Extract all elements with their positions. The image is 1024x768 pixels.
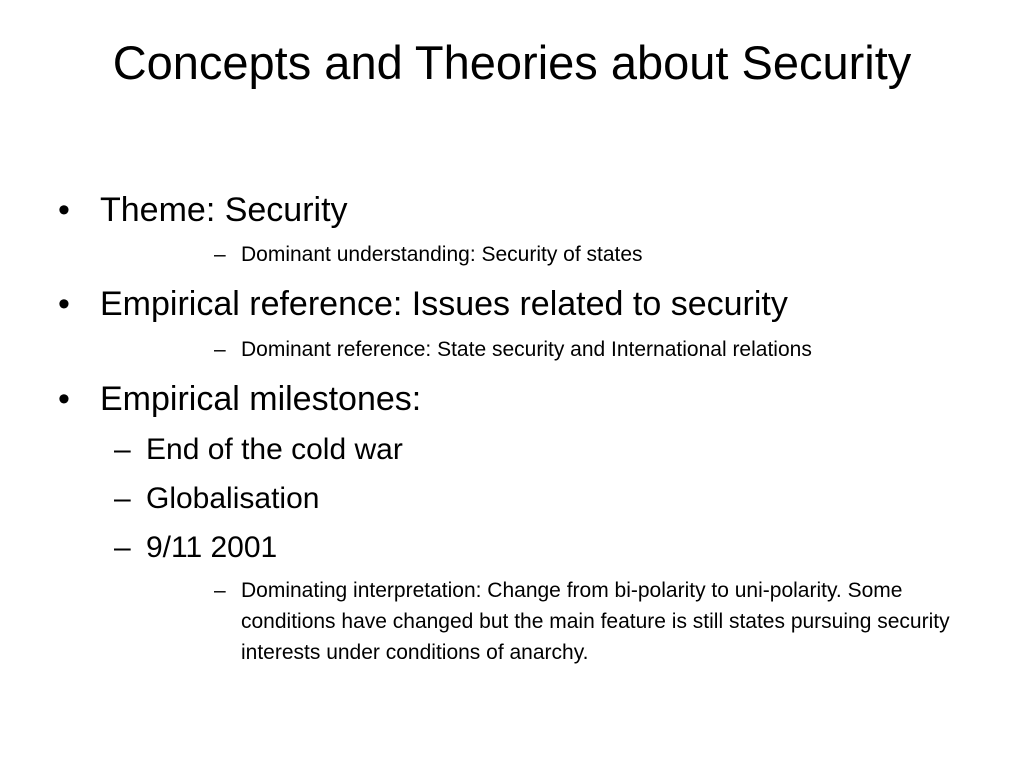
bullet-text: Theme: Security [100, 191, 348, 229]
sub-item-text: Dominant reference: State security and International relations [241, 338, 812, 361]
bullet-item [58, 284, 958, 324]
bullet-item [58, 379, 958, 419]
sub-item [214, 575, 974, 668]
bullet-marker: • [58, 191, 70, 229]
bullet-item [58, 190, 958, 230]
slide-title: Concepts and Theories about Security [112, 36, 912, 89]
bullet-marker: • [58, 380, 70, 418]
sub-bullet-text: End of the cold war [146, 433, 403, 466]
sub-item [214, 239, 974, 270]
sub-bullet-text: Globalisation [146, 482, 320, 515]
dash-marker: – [114, 433, 131, 466]
dash-marker: – [114, 531, 131, 564]
sub-bullet-item [114, 481, 934, 517]
dash-marker: – [214, 243, 226, 266]
bullet-marker: • [58, 285, 70, 323]
dash-marker: – [214, 579, 226, 602]
dash-marker: – [114, 482, 131, 515]
sub-item-text: Dominant understanding: Security of states [241, 243, 643, 266]
sub-item-text: Dominating interpretation: Change from bi-polarity to uni-polarity. Some conditions have changed but the main feature is still states pursuing security interests under conditions of anarchy. [241, 579, 950, 664]
bullet-text: Empirical reference: Issues related to security [100, 285, 788, 323]
sub-item [214, 334, 974, 365]
sub-bullet-item [114, 432, 934, 468]
sub-bullet-item [114, 530, 934, 566]
bullet-text: Empirical milestones: [100, 380, 422, 418]
sub-bullet-text: 9/11 2001 [146, 531, 278, 564]
dash-marker: – [214, 338, 226, 361]
